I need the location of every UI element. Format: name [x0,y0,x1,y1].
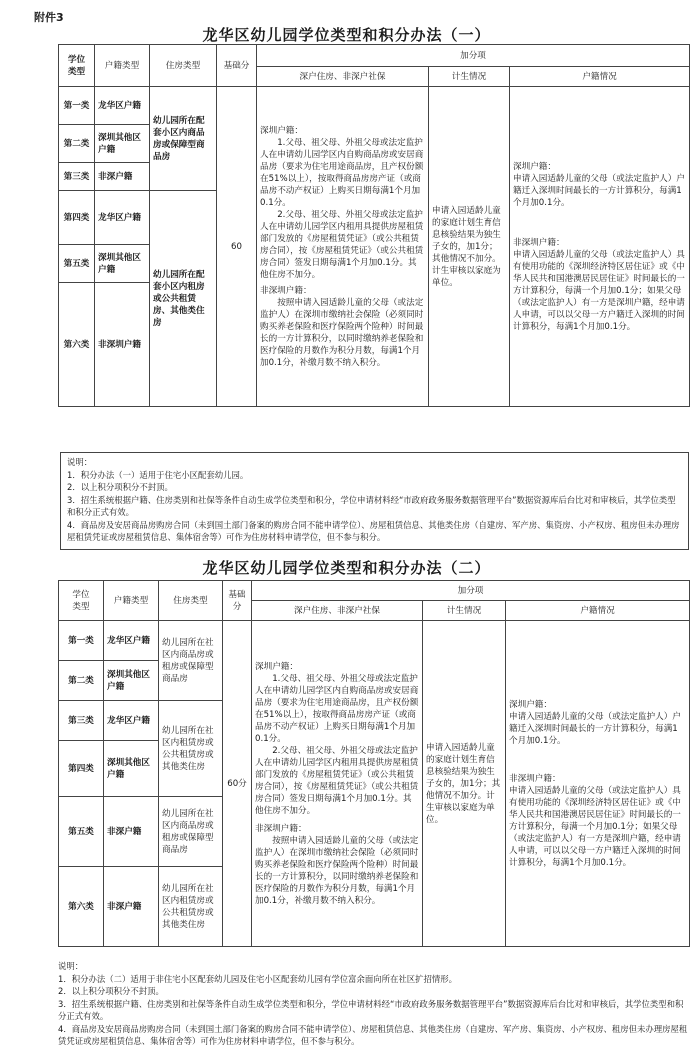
hukou-cell: 龙华区户籍 [104,701,159,741]
level-cell: 第六类 [59,867,104,947]
attachment-label: 附件3 [34,11,64,24]
hukou-cell: 非深户籍 [104,867,159,947]
header-family-plan: 计生情况 [423,601,506,621]
base-score: 60分 [223,621,252,947]
header-bonus: 加分项 [252,581,690,601]
level-cell: 第五类 [59,245,95,283]
family-plan-text: 申请入园适龄儿童的家庭计划生育信息核验结果为独生子女的，加1分；其他情况不加分。计生审核以家庭为单位。 [423,621,506,947]
level-cell: 第四类 [59,741,104,797]
header-base: 基础分 [223,581,252,621]
header-level: 学位 类型 [59,45,95,87]
hukou-cell: 非深户籍 [104,797,159,867]
notes2: 说明： 1．积分办法（二）适用于非住宅小区配套幼儿园及住宅小区配套幼儿园有学位富余面向所在社区扩招情形。 2．以上积分项积分不封顶。 3．招生系统根据户籍、住房类别和社保等条件自动生成学位类型和积分，学位申请材料经“市政府政务服务数据管理平台”数据资源库后台比对和审核后，其学位类型和积分正式有效。 4．商品房及安居商品房购房合同（未到国土部门备案的购房合同不能申请学位）、房屋租赁信息、其他类住房（自建房、军产房、集资房、小产权房、租房但未办理房屋租赁凭证或房屋租赁信息、集体宿舍等）可作为住房材料申请学位，但不参与积分。 [58,961,688,1046]
bonus-housing-text: 深圳户籍： 1.父母、祖父母、外祖父母或法定监护人在申请幼儿园学区内自购商品房或安居商品房（要求为住宅用途商品房，且产权份额在51%以上），按取得商品房房产证（或商品房不动产权证）上购买日期每满1个月加0.1分。 2.父母、祖父母、外祖父母或法定监护人在申请幼儿园学区内租用具提供房屋租赁部门发放的《房屋租赁凭证》（或公共租赁房合同），按《房屋租赁凭证》（或公共租赁房合同）签发日期每满1个月加0.1分。其他住房不加分。 非深圳户籍： 按照申请入园适龄儿童的父母（或法定监护人）在深圳市缴纳社会保险（必须同时购买养老保险和医疗保险两个险种）时间最长的一方计算积分，以同时缴纳养老保险和医疗保险的月数作为积分月数，每满1个月加0.1分，补缴月数不纳入积分。 [252,621,423,947]
header-hukou: 户籍类型 [95,45,150,87]
header-bonus-housing: 深户住房、非深户社保 [257,67,429,87]
header-housing: 住房类型 [150,45,217,87]
level-cell: 第六类 [59,283,95,407]
header-housing: 住房类型 [159,581,223,621]
header-hukou: 户籍类型 [104,581,159,621]
header-family-plan: 计生情况 [429,67,510,87]
table2 [58,580,690,947]
hukou-cell: 非深户籍 [95,163,150,191]
hukou-status-text: 深圳户籍： 申请入园适龄儿童的父母（或法定监护人）户籍迁入深圳时间最长的一方计算积分，每满1个月加0.1分。 非深圳户籍： 申请入园适龄儿童的父母（或法定监护人）具有使用功能的《深圳经济特区居住证》或《中华人民共和国港澳居民居住证》时间最长的一方计算积分，每满一个月加0.1分；如果父母（或法定监护人）有一方是深圳户籍，经申请人申请，可以以父母一方户籍迁入深圳的时间计算积分，每满1个月加0.1分。 [506,621,690,947]
housing-cell: 幼儿园所在社区内租赁房或公共租赁房或其他类住房 [159,701,223,797]
table2-title: 龙华区幼儿园学位类型和积分办法（二） [202,559,491,577]
header-hukou-status: 户籍情况 [510,67,690,87]
notes1: 说明： 1．积分办法（一）适用于住宅小区配套幼儿园。 2．以上积分项积分不封顶。 3．招生系统根据户籍、住房类别和社保等条件自动生成学位类型和积分，学位申请材料经“市政府政务服务数据管理平台”数据资源库后台比对和审核后，其学位类型和积分正式有效。 4．商品房及安居商品房购房合同（未到国土部门备案的购房合同不能申请学位）、房屋租赁信息、其他类住房（自建房、军产房、集资房、小产权房、租房但未办理房屋租赁凭证或房屋租赁信息、集体宿舍等）可作为住房材料申请学位，但不参与积分。 [60,452,689,550]
hukou-cell: 龙华区户籍 [95,191,150,245]
base-score: 60 [217,87,257,407]
level-cell: 第三类 [59,701,104,741]
header-level: 学位 类型 [59,581,104,621]
level-cell: 第一类 [59,87,95,125]
header-hukou-status: 户籍情况 [506,601,690,621]
level-cell: 第一类 [59,621,104,661]
housing-cell: 幼儿园所在社区内租赁房或公共租赁房或其他类住房 [159,867,223,947]
level-cell: 第二类 [59,125,95,163]
housing-cell: 幼儿园所在配套小区内租房或公共租赁房、其他类住房 [150,191,217,407]
hukou-cell: 深圳其他区户籍 [95,125,150,163]
level-cell: 第五类 [59,797,104,867]
hukou-cell: 深圳其他区户籍 [95,245,150,283]
hukou-cell: 深圳其他区户籍 [104,741,159,797]
header-base: 基础分 [217,45,257,87]
housing-cell: 幼儿园所在社区内商品房或租房或保障型商品房 [159,797,223,867]
housing-cell: 幼儿园所在配套小区内商品房或保障型商品房 [150,87,217,191]
header-bonus-housing: 深户住房、非深户社保 [252,601,423,621]
table1-title: 龙华区幼儿园学位类型和积分办法（一） [202,26,491,44]
hukou-cell: 深圳其他区户籍 [104,661,159,701]
bonus-housing-text: 深圳户籍： 1.父母、祖父母、外祖父母或法定监护人在申请幼儿园学区内自购商品房或安居商品房（要求为住宅用途商品房，且产权份额在51%以上），按取得商品房房产证（或商品房不动产权证）上购买日期每满1个月加0.1分。 2.父母、祖父母、外祖父母或法定监护人在申请幼儿园学区内租用具提供房屋租赁部门发放的《房屋租赁凭证》（或公共租赁房合同），按《房屋租赁凭证》（或公共租赁房合同）签发日期每满1个月加0.1分。其他住房不加分。 非深圳户籍： 按照申请入园适龄儿童的父母（或法定监护人）在深圳市缴纳社会保险（必须同时购买养老保险和医疗保险两个险种）时间最长的一方计算积分，以同时缴纳养老保险和医疗保险的月数作为积分月数，每满1个月加0.1分，补缴月数不纳入积分。 [257,87,429,407]
housing-cell: 幼儿园所在社区内商品房或租房或保障型商品房 [159,621,223,701]
level-cell: 第二类 [59,661,104,701]
hukou-status-text: 深圳户籍： 申请入园适龄儿童的父母（或法定监护人）户籍迁入深圳时间最长的一方计算积分，每满1个月加0.1分。 非深圳户籍： 申请入园适龄儿童的父母（或法定监护人）具有使用功能的《深圳经济特区居住证》或《中华人民共和国港澳居民居住证》时间最长的一方计算积分，每满一个月加0.1分；如果父母（或法定监护人）有一方是深圳户籍，经申请人申请，可以以父母一方户籍迁入深圳的时间计算积分，每满1个月加0.1分。 [510,87,690,407]
hukou-cell: 非深圳户籍 [95,283,150,407]
level-cell: 第四类 [59,191,95,245]
hukou-cell: 龙华区户籍 [104,621,159,661]
hukou-cell: 龙华区户籍 [95,87,150,125]
family-plan-text: 申请入园适龄儿童的家庭计划生育信息核验结果为独生子女的，加1分；其他情况不加分。计生审核以家庭为单位。 [429,87,510,407]
header-bonus: 加分项 [257,45,690,67]
level-cell: 第三类 [59,163,95,191]
table1 [58,44,690,407]
